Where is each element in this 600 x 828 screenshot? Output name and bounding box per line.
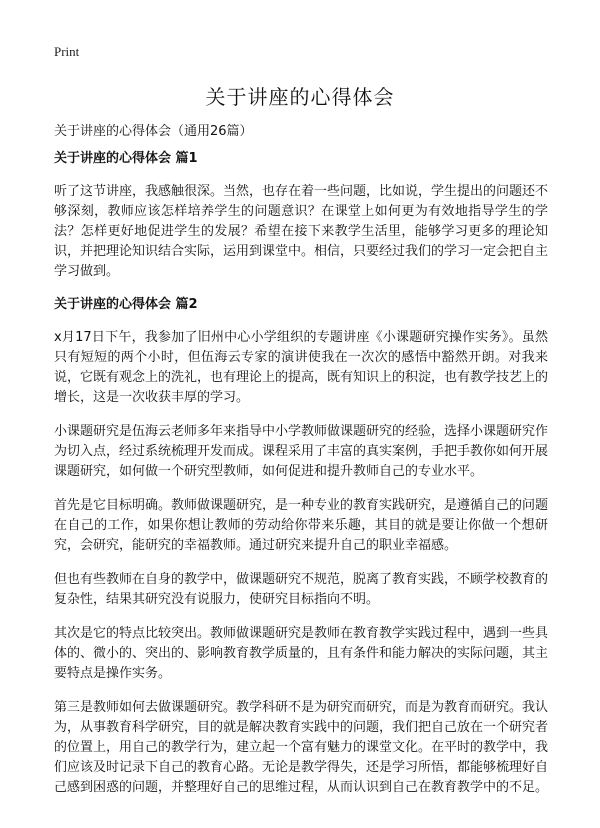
- paragraph: x月17日下午，我参加了旧州中心小学组织的专题讲座《小课题研究操作实务》。虽然只有短短的两个小时，但伍海云专家的演讲使我在一次次的感悟中豁然开朗。对我来说，它既有观念上的洗礼，也有理论上的提高，既有知识上的积淀，也有教学技艺上的增长，这是一次收获丰厚的学习。: [54, 330, 549, 405]
- paragraph: 但也有些教师在自身的教学中，做课题研究不规范，脱离了教育实践，不顾学校教育的复杂性，结果其研究没有说服力，使研究目标指向不明。: [54, 572, 549, 607]
- section-heading: 关于讲座的心得体会 篇1: [54, 151, 198, 166]
- section-2: [54, 296, 548, 798]
- section-heading: 关于讲座的心得体会 篇2: [54, 297, 198, 312]
- print-link[interactable]: Print: [54, 44, 80, 59]
- paragraph: 第三是教师如何去做课题研究。教学科研不是为研究而研究，而是为教育而研究。我认为，从事教育科学研究，目的就是解决教育实践中的问题，我们把自己放在一个研究者的位置上，用自己的教学行为，建立起一个富有魅力的课堂文化。在平时的教学中，我们应该及时记录下自己的教育心路。无论是教学得失，还是学习所悟，都能够梳理好自己感到困惑的问题，并整理好自己的思维过程，从而认识到自己在教育教学中的不足。: [54, 700, 549, 795]
- section-1: [54, 150, 548, 282]
- paragraph: 听了这节讲座，我感触很深。当然，也存在着一些问题，比如说，学生提出的问题还不够深刻，教师应该怎样培养学生的问题意识？在课堂上如何更为有效地指导学生的学法？怎样更好地促进学生的发展？希望在接下来教学生活里，能够学习更多的理论知识，并把理论知识结合实际，运用到课堂中。相信，只要经过我们的学习一定会把自主学习做到。: [54, 184, 549, 279]
- document-subtitle: 关于讲座的心得体会（通用26篇）: [54, 124, 253, 139]
- paragraph: 小课题研究是伍海云老师多年来指导中小学教师做课题研究的经验，选择小课题研究作为切入点，经过系统梳理开发而成。课程采用了丰富的真实案例，手把手教你如何开展课题研究，如何做一个研究型教师，如何促进和提升教师自己的专业水平。: [54, 424, 549, 479]
- paragraph: 首先是它目标明确。教师做课题研究，是一种专业的教育实践研究，是遵循自己的问题在自己的工作，如果你想让教师的劳动给你带来乐趣，其目的就是要让你做一个想研究，会研究，能研究的幸福教师。通过研究来提升自己的职业幸福感。: [54, 498, 549, 553]
- paragraph: 其次是它的特点比较突出。教师做课题研究是教师在教育教学实践过程中，遇到一些具体的、微小的、突出的、影响教育教学质量的，且有条件和能力解决的实际问题，其主要特点是操作实务。: [54, 626, 549, 681]
- document-body: [54, 150, 548, 812]
- document-title: 关于讲座的心得体会: [205, 85, 395, 109]
